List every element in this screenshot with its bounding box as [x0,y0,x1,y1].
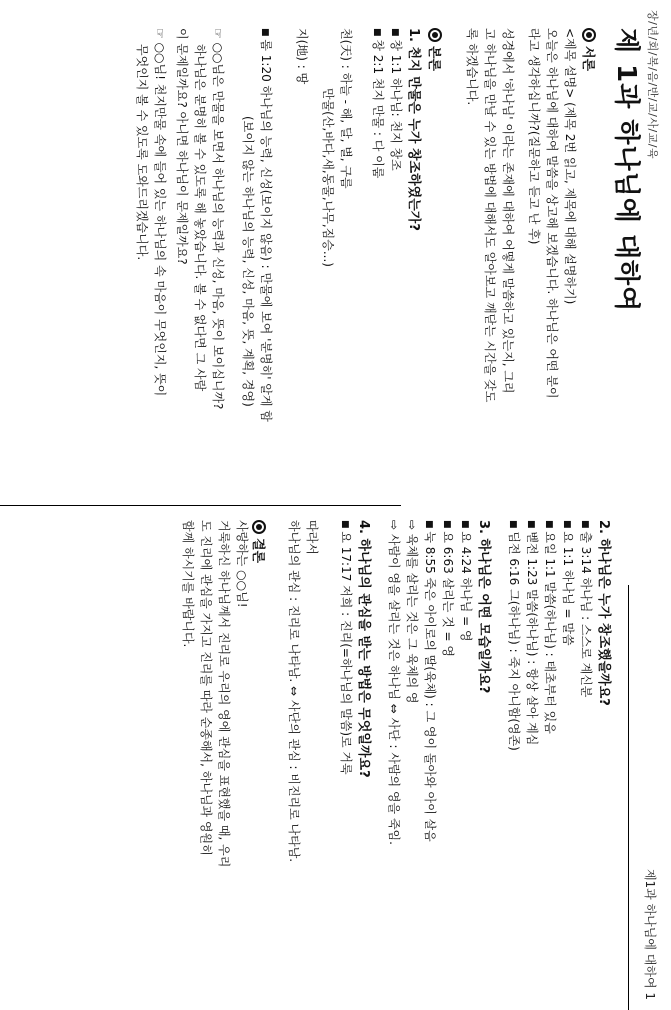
note-line: 하나님의 관심 : 진리로 나타남. ⇔ 사단의 관심 : 비진리로 나타남. [287,520,301,863]
conclusion-line: 사랑하는 ○○님! [235,520,249,608]
question-2: 2. 하나님은 누가 창조했을까요? [596,520,611,706]
intro-heading: 서론 [580,28,599,71]
verse-note: (보이지 않는 하나님의 능력, 신성, 마음, 뜻, 계획, 경영) [241,116,255,407]
prompt-line: 이 문제일까요? 아니면 하나님이 문제일까요? [175,28,189,265]
intro-line: 라고 생각하십니까?(질문하고 듣고 난 후) [527,28,541,245]
prompt-line: 하나님은 분명히 볼 수 있도록 해 놓았습니다. 볼 수 없다면 그 사람 [193,44,207,392]
question-4: 4. 하나님의 관심을 받는 방법은 무엇일까요? [356,520,371,778]
verse-item: ■ 창 1:1 하나님: 천지 창조 [386,28,405,171]
prompt-line: 무엇인지 볼 수 있도록 도와드리겠습니다. [135,44,149,261]
bullet-circle-icon [252,520,266,534]
verse-item: ■ 요 6:63 살리는 것 = 영 [438,520,457,657]
verse-item: ■ 출 3:14 하나님 : 스스로 계신분 [576,520,595,697]
intro-line: <제목 설명> (제목 2번 읽고, 제목에 대해 설명하기) [563,28,577,305]
bullet-circle-icon [582,28,596,42]
main-heading: 본론 [426,28,445,71]
series-label: 장/년/회/복/음/반/교/사/교/육 [646,10,659,160]
prompt-line: ☞ ○○님! 천지만물 속에 들어 있는 하나님의 속 마음이 무엇인지, 뜻이 [153,28,167,397]
page-title: 제 1과 하나님에 대하여 [611,28,641,313]
bullet-circle-icon [428,28,442,42]
earth-line: 지(地) : 땅 [295,28,309,85]
column-divider [0,505,401,506]
running-header: 제1과 하나님에 대하여 1 [643,868,657,1000]
verse-item: ■ 요 17:17 저희 : 진리(=하나님의 말씀)로 거룩 [336,520,355,775]
heaven-line: 천(天) : 하늘 - 해, 달, 별, 구름 [339,28,353,189]
verse-item: ■ 딤전 6:16 그(하나님) : 죽지 아니함(영존) [504,520,523,751]
note-line: ⇨ 육체를 살리는 것은 그 육체의 영 [405,520,419,704]
verse-item: ■ 요 1:1 하나님 = 말씀 [558,520,577,646]
verse-item: ■ 롬 1:20 하나님의 능력, 신성(보이지 않음) : 만물에 보여 '분명히' 알게 함 [256,28,275,422]
para-line: 성경에서 '하나님' 이라는 존재에 대하여 어떻게 말씀하고 있는지, 그리 [501,28,515,394]
header-rule [628,585,629,1010]
note-line: ⇨ 사람이 영을 살리는 것은 하나님 ⇔ 사단 : 사람의 영을 죽임. [387,520,401,845]
question-1: 1. 천지 만물은 누가 창조하였는가? [406,28,421,231]
para-line: 록 하겠습니다. [465,28,479,106]
prompt-line: ☞ ○○님은 만물을 보면서 하나님의 능력과 신성, 마음, 뜻이 보이십니까? [211,28,225,410]
intro-line: 오늘은 하나님에 대하여 말씀을 상고해 보겠습니다. 하나님은 어떤 분이 [545,28,559,399]
verse-item: ■ 요 4:24 하나님 = 영 [456,520,475,642]
conclusion-heading: 결론 [250,520,269,563]
heaven-line: 만물(산,바다,새,동물,나무,짐승...) [321,88,335,267]
conclusion-line: 도 진리에 관심을 가지고 진리를 따라 순종해서, 하나님과 영원히 [199,520,213,856]
para-line: 고 하나님을 만날 수 있는 방법에 대해서도 알아보고 깨닫는 시간을 갖도 [483,28,497,403]
question-3: 3. 하나님은 어떤 모습일까요? [476,520,491,694]
verse-item: ■ 요일 1:1 말씀(하나님) : 태초부터 있음 [540,520,559,734]
verse-item: ■ 벧전 1:23 말씀(하나님) : 항상 살아 계심 [522,520,541,745]
verse-item: ■ 눅 8:55 죽은 아이로의 딸(육체) : 그 영이 돌아와 아이 살음 [420,520,439,842]
note-line: 따라서 [305,520,319,555]
conclusion-line: 거룩하신 하나님께서 진리로 우리의 영에 관심을 표현했을 때, 우리 [217,520,231,868]
conclusion-line: 함께 하시기를 바랍니다. [181,520,195,648]
verse-item: ■ 창 2:1 천지 만물 : 다 이룸 [368,28,387,178]
